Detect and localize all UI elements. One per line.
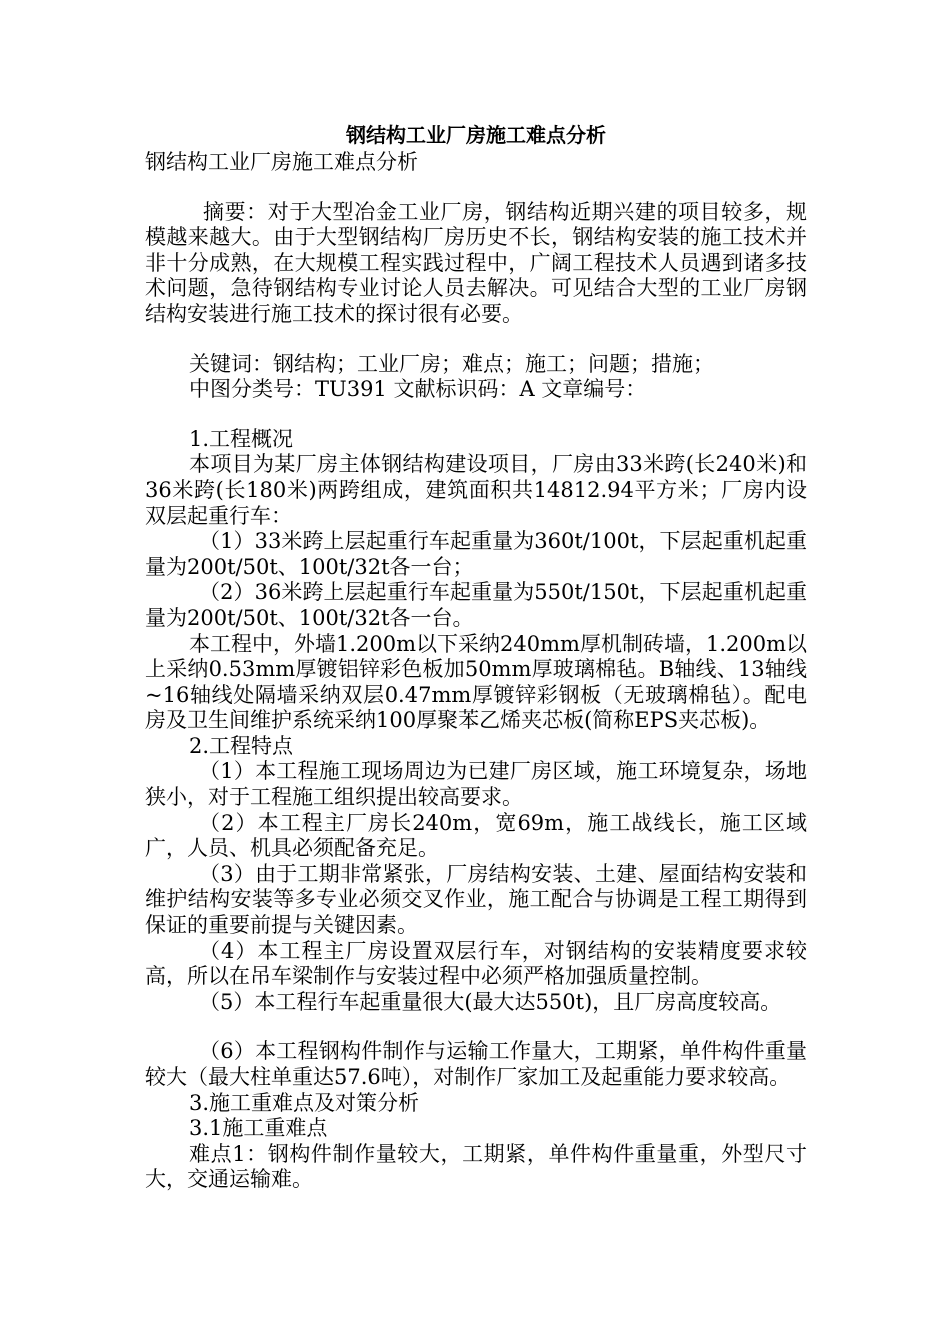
document-body xyxy=(145,120,807,1193)
section1-item-1: （1）33米跨上层起重行车起重量为360t/100t，下层起重机起重量为200t/50t、100t/32t各一台； xyxy=(145,529,807,579)
section1-paragraph-1: 本项目为某厂房主体钢结构建设项目，厂房由33米跨(长240米)和36米跨(长180米)两跨组成，建筑面积共14812.94平方米；厂房内设双层起重行车： xyxy=(145,452,807,528)
section2-item-2: （2）本工程主厂房长240m，宽69m，施工战线长，施工区域广，人员、机具必须配备充足。 xyxy=(145,810,807,861)
section-heading-2: 2.工程特点 xyxy=(189,733,294,758)
section2-item-3: （3）由于工期非常紧张，厂房结构安装、土建、屋面结构安装和维护结构安装等多专业必须交叉作业，施工配合与协调是工程工期得到保证的重要前提与关键因素。 xyxy=(145,861,807,938)
section2-item-6: （6）本工程钢构件制作与运输工作量大，工期紧，单件构件重量较大（最大柱单重达57.6吨），对制作厂家加工及起重能力要求较高。 xyxy=(145,1039,807,1089)
section-heading-3-1: 3.1施工重难点 xyxy=(189,1116,328,1141)
spacer xyxy=(145,1015,807,1039)
document-title: 钢结构工业厂房施工难点分析 xyxy=(346,123,606,147)
section1-item-2: （2）36米跨上层起重行车起重量为550t/150t，下层起重机起重量为200t/50t、100t/32t各一台。 xyxy=(145,580,807,630)
abstract-paragraph: 摘要：对于大型冶金工业厂房，钢结构近期兴建的项目较多，规模越来越大。由于大型钢结构厂房历史不长，钢结构安装的施工技术并非十分成熟，在大规模工程实践过程中，广阔工程技术人员遇到诸多技术问题，急待钢结构专业讨论人员去解决。可见结合大型的工业厂房钢结构安装进行施工技术的探讨很有必要。 xyxy=(145,199,807,326)
section2-item-5: （5）本工程行车起重量很大(最大达550t)，且厂房高度较高。 xyxy=(199,989,782,1014)
keywords-line: 关键词：钢结构；工业厂房；难点；施工；问题；措施； xyxy=(189,351,714,376)
classification-line: 中图分类号：TU391 文献标识码：A 文章编号： xyxy=(189,377,647,402)
section1-paragraph-2: 本工程中，外墙1.200m以下采纳240mm厚机制砖墙，1.200m以上采纳0.53mm厚镀铝锌彩色板加50mm厚玻璃棉毡。B轴线、13轴线~16轴线处隔墙采纳双层0.47mm厚镀锌彩钢板（无玻璃棉毡）。配电房及卫生间维护系统采纳100厚聚苯乙烯夹芯板(简称EPS夹芯板)。 xyxy=(145,631,807,733)
section-heading-1: 1.工程概况 xyxy=(189,426,294,451)
document-subtitle: 钢结构工业厂房施工难点分析 xyxy=(145,150,418,174)
section-heading-3: 3.施工重难点及对策分析 xyxy=(189,1090,420,1115)
spacer xyxy=(145,176,807,200)
section2-item-1: （1）本工程施工现场周边为已建厂房区域，施工环境复杂，场地狭小，对于工程施工组织提出较高要求。 xyxy=(145,759,807,810)
spacer xyxy=(145,403,807,427)
spacer xyxy=(145,328,807,352)
section2-item-4: （4）本工程主厂房设置双层行车，对钢结构的安装精度要求较高，所以在吊车梁制作与安装过程中必须严格加强质量控制。 xyxy=(145,938,807,989)
section3-1-paragraph-1: 难点1：钢构件制作量较大，工期紧，单件构件重量重，外型尺寸大，交通运输难。 xyxy=(145,1141,807,1192)
